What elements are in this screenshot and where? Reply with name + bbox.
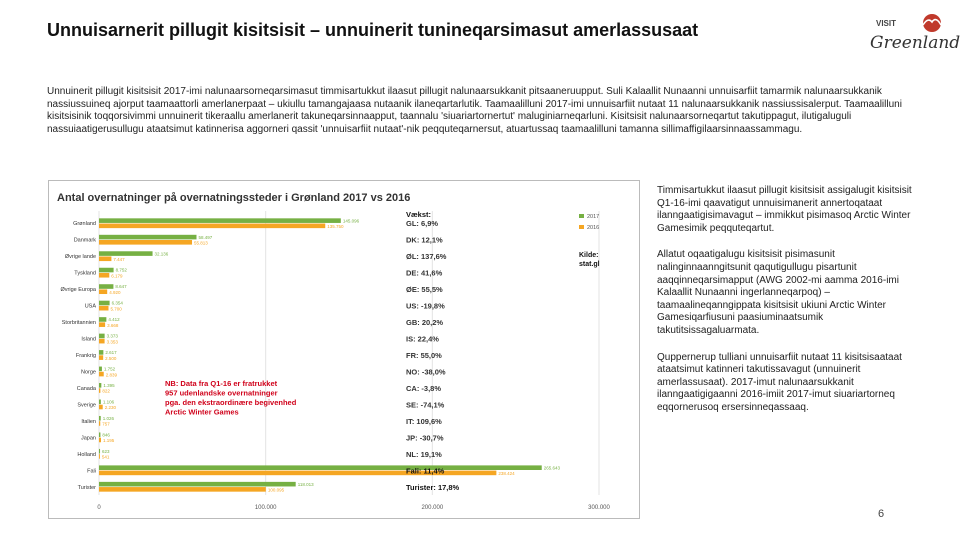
slide-title: Unnuisarnerit pillugit kisitsisit – unnuinerit tunineqarsimasut amerlassusaat: [47, 20, 699, 40]
bar-2016: [99, 306, 109, 311]
growth-label: Turister: 17,8%: [406, 482, 460, 492]
category-label: Turister: [77, 484, 96, 491]
growth-label: US: -19,8%: [406, 301, 445, 311]
category-label: USA: [84, 303, 96, 310]
bar-2017: [99, 251, 153, 256]
bar-2016: [99, 224, 325, 229]
category-label: Grønland: [73, 221, 96, 228]
bar-2017: [99, 317, 106, 322]
legend-label-2017: 2017: [587, 214, 600, 220]
legend-swatch-2016: [579, 225, 584, 229]
data-label-2016: 2.500: [105, 355, 117, 361]
x-tick-label: 100.000: [254, 505, 277, 511]
chart-note: NB: Data fra Q1-16 er fratrukket 957 udenlandske overnatninger pga. den ekstraordinære begivenhed Arctic Winter Games: [165, 379, 297, 417]
side-paragraph-2: Allatut oqaatigalugu kisitsisit pisimasunit nalinginnaanngitsunit qaqutigullugu pisartunit aaqqinneqarsimapput (AWG 2002-mi aamma 2016-imi Kalaallit Nunaanni ingerlanneqarpoq) – taamaalineqanngippata kisitsisit ukiuni Arctic Winter Gamesiqarfiusuni paasiuminaatsumik takutitsissagaluarmata.: [657, 249, 899, 336]
data-label-2017: 8.647: [115, 284, 127, 290]
x-tick-label: 300.000: [588, 505, 610, 511]
data-label-2016: 135.750: [327, 224, 344, 230]
bar-2016: [99, 322, 105, 327]
data-label-2016: 7.447: [113, 256, 125, 262]
data-label-2016: 822: [102, 388, 110, 394]
side-text: [657, 185, 925, 429]
category-label: Øvrige lande: [64, 254, 96, 261]
growth-label: NL: 19,1%: [406, 449, 442, 459]
data-label-2017: 1.395: [103, 383, 115, 389]
bar-2017: [99, 268, 114, 273]
page-number: 6: [878, 508, 885, 520]
data-label-2016: 55.813: [194, 240, 208, 246]
data-label-2016: 757: [102, 421, 110, 427]
data-label-2017: 2.617: [105, 350, 117, 356]
data-label-2016: 541: [101, 454, 110, 460]
bar-2017: [99, 284, 113, 289]
data-label-2017: 1.106: [102, 399, 115, 405]
category-label: Danmark: [73, 237, 96, 244]
bar-2017: [99, 482, 296, 487]
source-value: stat.gl: [579, 261, 600, 268]
data-label-2016: 100.095: [267, 487, 285, 493]
data-label-2017: 623: [102, 448, 110, 454]
growth-label: DK: 12,1%: [406, 235, 443, 245]
chart-frame: [48, 180, 640, 519]
category-label: Japan: [81, 435, 96, 442]
side-paragraph-1: Timmisartukkut ilaasut pillugit kisitsisit assigalugit kisitsisit Q1-16-imi qaavatigut unnuisimanerit annertoqataat ilanngaatigisimavagut – immikkut pisimasoq Arctic Winter Gamesimik peqquteqartut.: [657, 185, 912, 234]
chart-title: Antal overnatninger på overnatningssteder i Grønland 2017 vs 2016: [57, 192, 411, 204]
growth-label: SE: -74,1%: [406, 400, 445, 410]
bar-2016: [99, 438, 101, 443]
bar-2017: [99, 416, 101, 421]
category-label: Holland: [77, 451, 96, 458]
bar-2017: [99, 334, 105, 339]
bar-2016: [99, 289, 107, 294]
bar-2017: [99, 400, 101, 405]
bar-2017: [99, 432, 100, 437]
bar-2016: [99, 256, 111, 261]
bar-2017: [99, 367, 102, 372]
growth-label: NO: -38,0%: [406, 367, 446, 377]
category-label: Island: [81, 336, 96, 343]
growth-label: ØL: 137,6%: [406, 252, 447, 262]
data-label-2016: 5.700: [110, 306, 122, 312]
data-label-2016: 1.195: [102, 438, 115, 444]
bar-2016: [99, 339, 105, 344]
data-label-2017: 4.412: [108, 317, 120, 323]
category-label: Tyskland: [74, 270, 96, 277]
bar-2017: [99, 235, 196, 240]
category-label: Canada: [76, 385, 96, 392]
bar-2017: [99, 449, 100, 454]
growth-label: Fali: 11,4%: [406, 466, 445, 476]
data-label-2016: 3.668: [107, 322, 119, 328]
data-label-2016: 2.230: [104, 405, 116, 411]
growth-label: GL: 6,9%: [406, 219, 439, 229]
x-tick-label: 200.000: [421, 505, 444, 511]
x-tick-label: 0: [97, 505, 101, 511]
bar-chart: [49, 181, 639, 518]
data-label-2016: 6.179: [111, 273, 123, 279]
side-paragraph-3: Quppernerup tulliani unnuisarfiit nutaat 11 kisitsisaataat ataatsimut katinneri takutissavagut (unnuinerit amerlassusaat). 2017-imut nalunaarsukkanit ilanngaatigigaanni 2016-imiit 2017-imut siuariartorneq eqqornerusoq ersersinneqassaaq.: [657, 351, 902, 413]
bar-2017: [99, 383, 101, 388]
growth-label: CA: -3,8%: [406, 383, 442, 393]
growth-label: GB: 20,2%: [406, 318, 444, 328]
logo-word-visit: VISIT: [876, 19, 897, 28]
bar-2017: [99, 218, 341, 223]
data-label-2017: 32.136: [154, 251, 169, 257]
data-label-2017: 58.497: [198, 234, 213, 240]
bar-2016: [99, 388, 100, 393]
bar-2016: [99, 454, 100, 459]
bar-2016: [99, 487, 266, 492]
legend-label-2016: 2016: [587, 225, 600, 231]
category-label: Øvrige Europa: [60, 287, 96, 294]
visit-greenland-logo: [866, 12, 960, 56]
intro-paragraph: Unnuinerit pillugit kisitsisit 2017-imi nalunaarsorneqarsimasut timmisartukkut ilaasut pillugit nalunaarsukkanit pitsaaneruupput. Suli Kalaallit Nunaanni unnuisarfiit tamarmik nalunaarsukkanik nassiussuineq ajorput taamaattorli amerlanerpaat – ukiullu tamangajaasa nutaanik ilaneqartarlutik. Taamaalilluni 2017-imi unnuisarfiit nutaat 11 nalunaarsukkanik nassiussisalerput. Taamaalilluni kisitsisinik toqqorsivimmi unnuinerit tikeraallu amerlanerit takuneqarsinnaapput, taannalu 'siuariartornertut' maluginiarneqarluni. Kisitsisit nalunaarsorneqartut takutippagut, ilutigaluguli nassuiaatigerusullugu ataatsimut katinnerisa aggorneri qassit 'unnuisarfiit nutaat'-nik peqquteqarnersut, atuartussaq taamaalilluni tamanna sillimaffigilaarsinnaassammagu.: [47, 86, 902, 135]
bar-2017: [99, 350, 103, 355]
legend-swatch-2017: [579, 214, 584, 218]
category-label: Fali: [87, 468, 96, 475]
bar-2016: [99, 273, 109, 278]
data-label-2017: 3.373: [106, 333, 118, 339]
data-label-2016: 4.920: [109, 289, 121, 295]
category-label: Norge: [81, 369, 96, 376]
growth-label: IT: 109,6%: [406, 416, 442, 426]
data-label-2017: 265.643: [543, 465, 561, 471]
data-label-2017: 145.096: [342, 218, 360, 224]
data-label-2016: 238.424: [498, 471, 515, 477]
growth-header: Vækst:: [406, 210, 432, 219]
bar-2017: [99, 301, 110, 306]
category-label: Frankrig: [75, 353, 96, 359]
data-label-2017: 1.752: [103, 366, 116, 372]
data-label-2016: 2.839: [105, 372, 117, 378]
bar-2016: [99, 372, 104, 377]
data-label-2017: 6.354: [111, 300, 123, 306]
data-label-2017: 118.013: [297, 481, 314, 487]
logo-word-greenland: Greenland: [870, 33, 960, 53]
growth-label: ØE: 55,5%: [406, 285, 443, 295]
data-label-2017: 8.752: [115, 267, 127, 273]
growth-label: JP: -30,7%: [406, 433, 444, 443]
bar-2016: [99, 405, 103, 410]
data-label-2017: 1.026: [102, 415, 114, 421]
bar-2016: [99, 355, 103, 360]
bar-2016: [99, 240, 192, 245]
category-label: Italien: [81, 418, 96, 425]
category-label: Sverige: [77, 402, 96, 409]
bar-2016: [99, 421, 100, 426]
growth-label: DE: 41,6%: [406, 268, 443, 278]
growth-label: FR: 55,0%: [406, 351, 442, 360]
data-label-2016: 3.353: [106, 339, 118, 345]
growth-label: IS: 22,4%: [406, 334, 439, 344]
bar-2017: [99, 465, 542, 470]
data-label-2017: 846: [102, 432, 110, 438]
source-label: Kilde:: [579, 252, 599, 259]
category-label: Storbritannien: [61, 320, 96, 327]
